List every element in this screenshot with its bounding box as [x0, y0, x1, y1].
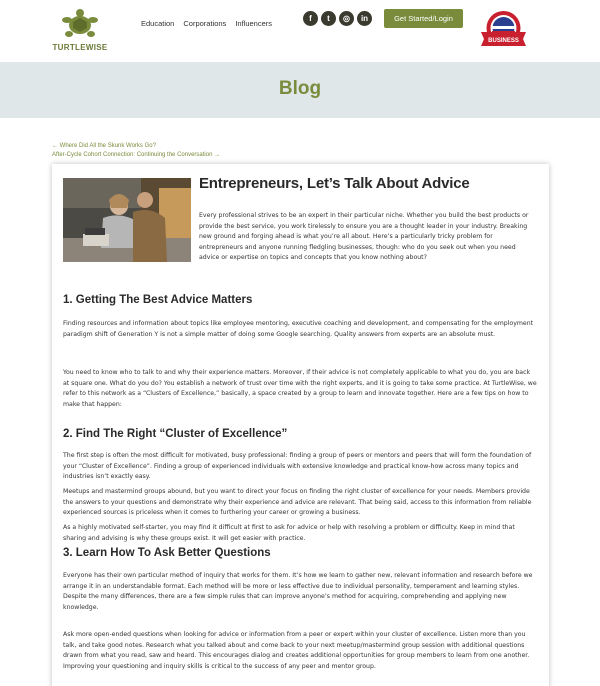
article-hero-image — [63, 178, 191, 262]
section-heading-1: 1. Getting The Best Advice Matters — [63, 294, 253, 306]
get-started-login-button[interactable]: Get Started/Login — [384, 9, 463, 28]
turtle-icon — [62, 8, 98, 40]
section-heading-3: 3. Learn How To Ask Better Questions — [63, 547, 271, 559]
nav-influencers[interactable]: Influencers — [235, 19, 272, 28]
facebook-icon[interactable]: f — [303, 11, 318, 26]
section-heading-2: 2. Find The Right “Cluster of Excellence” — [63, 428, 288, 440]
section-3-paragraph-2: Ask more open-ended questions when looking for advice or information from a peer or expert within your cluster of excellence. Listen more than you talk, and take good notes. Research what you talked about and come back to your next meetup/mastermind group session with additional questions drawn from what you read, saw and heard. This encourages dialog and creates additional opportunities for group members to learn from one another. Improving your questioning and inquiry skills is critical to the success of any peer and mentor group. — [63, 631, 530, 670]
turtlewise-logo[interactable] — [52, 8, 108, 54]
nav-corporations[interactable]: Corporations — [183, 19, 227, 28]
previous-post-link[interactable]: ← Where Did All the Skunk Works Go? — [52, 143, 156, 149]
article-title: Entrepreneurs, Let’s Talk About Advice — [199, 175, 470, 192]
brand-name: TURTLEWISE — [52, 43, 108, 52]
section-1-paragraph-2: You need to know who to talk to and why their experience matters. Moreover, if their advice is not completely applicable to what you do, you are back at square one. What do you do? You establish a network of trust over time with the right experts, and it is going to take some practice. At TurtleWise, we refer to this network as a “Clusters of Excellence,” basically, a space created by a group to learn and innovate together. Here are a few tips on how to make that happen: — [63, 369, 537, 408]
section-2-paragraph-2: Meetups and mastermind groups abound, but you want to direct your focus on finding the right cluster of excellence for your needs. Members provide the answers to your questions and demonstrate why their experience and advice are relevant. That being said, access to this information from reliable experienced sources is priceless when it comes to furthering your career or growing a business. — [63, 488, 532, 516]
section-2-paragraph-1: The first step is often the most difficult for motivated, busy professional: finding a group of peers or mentors and peers that will form the foundation of your “Cluster of Excellence”. Finding a group of experienced individuals with extensive knowledge and practical know-how across many topics and industries isn’t exactly easy. — [63, 452, 532, 480]
main-nav — [141, 19, 272, 28]
social-links — [303, 11, 372, 26]
article-card — [52, 164, 549, 686]
business-award-badge — [479, 10, 528, 50]
linkedin-icon[interactable]: in — [357, 11, 372, 26]
badge-text: BUSINESS — [488, 38, 519, 44]
nav-education[interactable]: Education — [141, 19, 175, 28]
section-3-paragraph-1: Everyone has their own particular method of inquiry that works for them. It’s how we learn to gather new, relevant information and research before we arrange it in an understandable format. Each method will be more or less effective due to individual personality, temperament and learning styles. Despite the many differences, there are a few simple rules that can improve anyone’s method for acquiring, comprehending and applying new knowledge. — [63, 572, 533, 611]
instagram-icon[interactable]: ◎ — [339, 11, 354, 26]
page-title: Blog — [278, 78, 322, 99]
section-2-paragraph-3: As a highly motivated self-starter, you may find it difficult at first to ask for advice or help with resolving a problem or difficulty. Keep in mind that sharing and advising is why these groups exist. It will get easier with practice. — [63, 524, 515, 542]
article-intro: Every professional strives to be an expert in their particular niche. Whether you build the best products or provide the best service, you work tirelessly to ensure you are a thought leader in your industry. Breaking new ground and forging ahead is what you’re all about. Here’s a particularly tricky problem for entrepreneurs and anyone running fledgling businesses, though: who do you seek out when you need advice or expertise on topics and concepts that you know nothing about? — [199, 212, 529, 261]
twitter-icon[interactable]: t — [321, 11, 336, 26]
section-1-paragraph-1: Finding resources and information about topics like employee mentoring, executive coaching and development, and compensating for the employment paradigm shift of Generation Y is not a simple matter of doing some Google searching. Quality answers from experts are an absolute must. — [63, 320, 534, 338]
site-header — [0, 0, 600, 62]
next-post-link[interactable]: After-Cycle Cohort Connection: Continuing the Conversation → — [52, 152, 221, 158]
post-navigation — [52, 142, 220, 160]
page-banner — [0, 62, 600, 118]
